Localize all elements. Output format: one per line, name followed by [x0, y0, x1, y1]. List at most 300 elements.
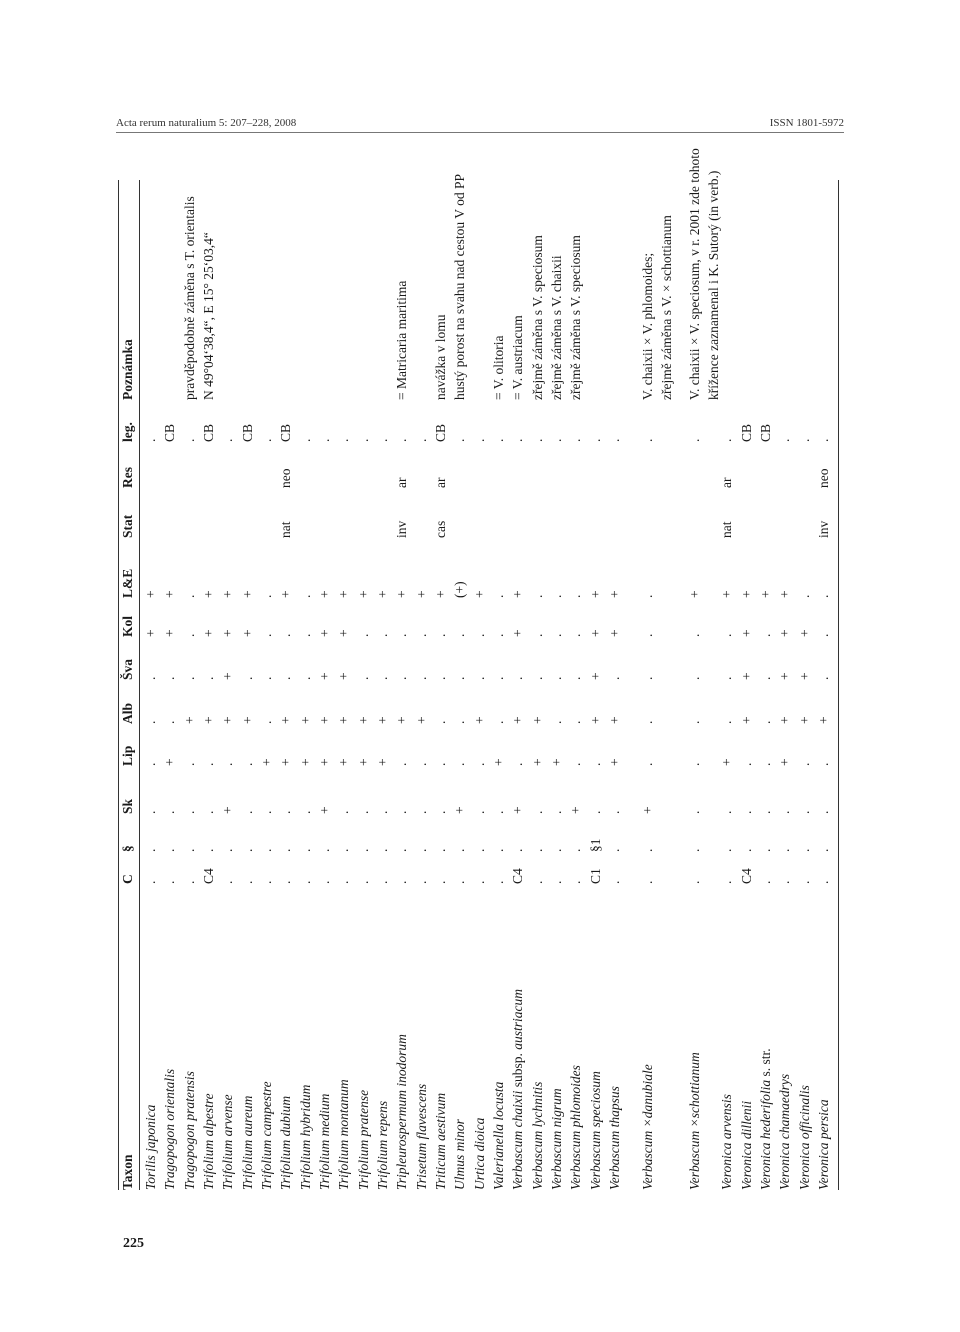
cell-c: . [687, 880, 702, 884]
cell-s: . [568, 848, 583, 852]
cell-lip: + [375, 758, 390, 766]
cell-lip: . [472, 762, 487, 766]
cell-c: . [816, 880, 831, 884]
cell-sk: + [510, 806, 525, 814]
cell-alb: + [510, 716, 525, 724]
cell-lip: . [588, 762, 603, 766]
taxon-name: Veronica arvensis [719, 1094, 734, 1190]
cell-stat: nat [278, 521, 293, 538]
cell-c: . [640, 880, 655, 884]
cell-alb: + [777, 716, 792, 724]
cell-sva: . [356, 676, 371, 680]
cell-note: navážka v lomu [433, 314, 448, 400]
taxon-name: Trifolium pratense [356, 1089, 371, 1190]
cell-kol: + [143, 629, 158, 637]
cell-lip: . [568, 762, 583, 766]
taxon-name: Trifolium alpestre [201, 1093, 216, 1190]
cell-alb: + [375, 716, 390, 724]
cell-kol: + [317, 629, 332, 637]
cell-s: §1 [588, 838, 603, 852]
cell-c: . [452, 880, 467, 884]
taxon-name: Tripleurospermum inodorum [394, 1034, 409, 1190]
column-header: L&E [120, 568, 135, 598]
column-header: § [120, 845, 135, 852]
cell-stat: inv [394, 520, 409, 538]
cell-s: . [375, 848, 390, 852]
cell-sk: . [182, 810, 197, 814]
cell-c: . [414, 880, 429, 884]
cell-leg: . [472, 438, 487, 442]
cell-lip: . [394, 762, 409, 766]
taxon-name: Verbascum ×schottianum [687, 1052, 702, 1190]
cell-lip: + [549, 758, 564, 766]
cell-kol: + [588, 629, 603, 637]
cell-res: neo [278, 468, 293, 488]
cell-sva: . [640, 676, 655, 680]
cell-sk: . [549, 810, 564, 814]
taxon-name: Veronica dillenii [739, 1100, 754, 1190]
cell-lip: . [510, 762, 525, 766]
cell-s: . [433, 848, 448, 852]
cell-le: + [739, 590, 754, 598]
header-rule [116, 132, 844, 133]
cell-leg: CB [433, 423, 448, 442]
cell-note: hustý porost na svahu nad cestou V od PP [452, 174, 467, 400]
cell-kol: . [394, 633, 409, 637]
cell-c: . [336, 880, 351, 884]
cell-kol: . [433, 633, 448, 637]
taxon-name: Verbascum speciosum [588, 1071, 603, 1190]
cell-le: + [607, 590, 622, 598]
cell-le: . [530, 594, 545, 598]
cell-note: zřejmě záměna s V. speciosum [568, 235, 583, 400]
cell-kol: . [816, 633, 831, 637]
cell-sva: . [758, 676, 773, 680]
cell-sva: . [530, 676, 545, 680]
cell-lip: . [452, 762, 467, 766]
cell-sva: . [568, 676, 583, 680]
cell-leg: . [530, 438, 545, 442]
cell-kol: . [530, 633, 545, 637]
cell-sk: . [298, 810, 313, 814]
cell-s: . [510, 848, 525, 852]
cell-lip: + [356, 758, 371, 766]
cell-lip: . [739, 762, 754, 766]
cell-sva: + [317, 672, 332, 680]
cell-sva: . [259, 676, 274, 680]
taxon-name: Urtica dioica [472, 1117, 487, 1190]
cell-kol: . [182, 633, 197, 637]
cell-kol: . [375, 633, 390, 637]
cell-s: . [278, 848, 293, 852]
cell-s: . [797, 848, 812, 852]
cell-c: . [259, 880, 274, 884]
cell-alb: . [259, 720, 274, 724]
column-header: Šva [120, 658, 135, 680]
cell-alb: + [317, 716, 332, 724]
cell-sk: . [336, 810, 351, 814]
cell-sva: . [510, 676, 525, 680]
cell-kol: . [278, 633, 293, 637]
cell-sva: . [240, 676, 255, 680]
cell-s: . [143, 848, 158, 852]
cell-leg: CB [739, 423, 754, 442]
cell-le: + [758, 590, 773, 598]
cell-kol: + [607, 629, 622, 637]
cell-alb: + [414, 716, 429, 724]
cell-le: + [375, 590, 390, 598]
cell-sva: . [452, 676, 467, 680]
cell-sva: . [278, 676, 293, 680]
cell-leg: . [719, 438, 734, 442]
cell-leg: . [375, 438, 390, 442]
cell-sk: . [433, 810, 448, 814]
cell-lip: . [220, 762, 235, 766]
cell-sva: + [220, 672, 235, 680]
cell-kol: . [414, 633, 429, 637]
cell-kol: . [491, 633, 506, 637]
cell-c: . [162, 880, 177, 884]
cell-kol: . [640, 633, 655, 637]
cell-kol: + [336, 629, 351, 637]
cell-leg: . [640, 438, 655, 442]
cell-leg: . [143, 438, 158, 442]
cell-stat: cas [433, 520, 448, 538]
cell-lip: . [182, 762, 197, 766]
cell-note: V. chaixii × V. phlomoides; [640, 252, 655, 400]
cell-sk: + [317, 806, 332, 814]
cell-leg: . [182, 438, 197, 442]
taxon-name: Triticum aestivum [433, 1092, 448, 1190]
cell-c: . [356, 880, 371, 884]
cell-le: + [510, 590, 525, 598]
cell-lip: + [317, 758, 332, 766]
cell-res: ar [719, 477, 734, 488]
cell-c: . [758, 880, 773, 884]
taxon-name: Trifolium medium [317, 1093, 332, 1190]
cell-sk: . [607, 810, 622, 814]
cell-le: + [588, 590, 603, 598]
cell-res: neo [816, 468, 831, 488]
cell-s: . [317, 848, 332, 852]
column-header: C [120, 874, 135, 884]
taxon-name: Tragopogon pratensis [182, 1071, 197, 1190]
cell-alb: . [549, 720, 564, 724]
cell-sva: + [739, 672, 754, 680]
cell-alb: . [143, 720, 158, 724]
cell-leg: . [607, 438, 622, 442]
cell-sk: . [797, 810, 812, 814]
cell-lip: + [298, 758, 313, 766]
cell-c: . [317, 880, 332, 884]
taxon-name: Ulmus minor [452, 1119, 467, 1190]
cell-sva: . [472, 676, 487, 680]
cell-c: . [719, 880, 734, 884]
cell-leg: CB [278, 423, 293, 442]
cell-sva: . [375, 676, 390, 680]
cell-c: . [491, 880, 506, 884]
cell-c: . [797, 880, 812, 884]
taxon-name: Trifolium montanum [336, 1079, 351, 1190]
cell-le: + [336, 590, 351, 598]
cell-sk: . [162, 810, 177, 814]
cell-leg: . [549, 438, 564, 442]
cell-le: . [549, 594, 564, 598]
cell-sk: . [240, 810, 255, 814]
cell-s: . [182, 848, 197, 852]
cell-s: . [298, 848, 313, 852]
cell-sk: . [687, 810, 702, 814]
cell-c: . [298, 880, 313, 884]
cell-c: . [777, 880, 792, 884]
cell-kol: + [797, 629, 812, 637]
cell-sk: . [530, 810, 545, 814]
column-header: Kol [120, 615, 135, 637]
cell-c: . [433, 880, 448, 884]
cell-sk: . [777, 810, 792, 814]
column-header: Poznámka [120, 339, 135, 400]
cell-le: + [394, 590, 409, 598]
cell-note: V. chaixii × V. speciosum, v r. 2001 zde tohoto [687, 148, 702, 400]
cell-c: . [530, 880, 545, 884]
cell-s: . [687, 848, 702, 852]
cell-le: + [240, 590, 255, 598]
cell-note: = V. austriacum [510, 315, 525, 400]
taxon-name: Trifolium arvense [220, 1094, 235, 1190]
cell-le: (+) [452, 581, 467, 598]
column-header: Lip [120, 745, 135, 766]
cell-lip: + [719, 758, 734, 766]
cell-leg: . [414, 438, 429, 442]
cell-kol: . [356, 633, 371, 637]
cell-lip: . [433, 762, 448, 766]
cell-sk: . [588, 810, 603, 814]
cell-s: . [240, 848, 255, 852]
column-header: Sk [120, 798, 135, 814]
taxon-name: Verbascum thapsus [607, 1086, 622, 1190]
cell-le: + [433, 590, 448, 598]
taxon-name: Trifolium hybridum [298, 1084, 313, 1190]
table-bottom-rule [838, 180, 839, 1190]
cell-lip: . [816, 762, 831, 766]
cell-sva: . [491, 676, 506, 680]
cell-kol: + [739, 629, 754, 637]
taxon-name: Valerianella locusta [491, 1081, 506, 1190]
cell-lip: + [607, 758, 622, 766]
cell-c: . [394, 880, 409, 884]
cell-kol: + [201, 629, 216, 637]
cell-lip: + [336, 758, 351, 766]
cell-note: = Matricaria maritima [394, 280, 409, 400]
column-header: Stat [120, 514, 135, 538]
cell-leg: CB [240, 423, 255, 442]
cell-c: . [143, 880, 158, 884]
cell-alb: + [816, 716, 831, 724]
cell-leg: . [336, 438, 351, 442]
cell-kol: . [452, 633, 467, 637]
cell-note: pravděpodobně záměna s T. orientalis [182, 196, 197, 400]
cell-s: . [777, 848, 792, 852]
cell-res: ar [394, 477, 409, 488]
cell-alb: . [491, 720, 506, 724]
cell-alb: + [182, 716, 197, 724]
cell-s: . [259, 848, 274, 852]
cell-sva: . [201, 676, 216, 680]
cell-sk: . [143, 810, 158, 814]
cell-c: C4 [510, 868, 525, 884]
column-header: Taxon [120, 1154, 135, 1190]
taxon-name: Veronica chamaedrys [777, 1073, 792, 1190]
cell-kol: . [549, 633, 564, 637]
cell-s: . [549, 848, 564, 852]
cell-sva: . [414, 676, 429, 680]
cell-le: + [719, 590, 734, 598]
cell-alb: . [719, 720, 734, 724]
cell-sva: . [162, 676, 177, 680]
cell-alb: + [797, 716, 812, 724]
column-header: Res [120, 467, 135, 488]
cell-s: . [758, 848, 773, 852]
cell-sva: . [549, 676, 564, 680]
cell-alb: + [240, 716, 255, 724]
journal-citation: Acta rerum naturalium 5: 207–228, 2008 [116, 117, 297, 129]
cell-s: . [816, 848, 831, 852]
cell-lip: + [278, 758, 293, 766]
cell-sk: + [452, 806, 467, 814]
taxon-name: Veronica persica [816, 1099, 831, 1190]
cell-alb: + [278, 716, 293, 724]
cell-kol: . [719, 633, 734, 637]
cell-leg: CB [758, 423, 773, 442]
cell-sk: . [414, 810, 429, 814]
column-header: Alb [120, 702, 135, 724]
cell-leg: . [298, 438, 313, 442]
taxon-name: Trisetum flavescens [414, 1083, 429, 1190]
cell-s: . [452, 848, 467, 852]
cell-c: . [568, 880, 583, 884]
cell-c: . [220, 880, 235, 884]
cell-le: + [162, 590, 177, 598]
taxon-name: Torilis japonica [143, 1104, 158, 1190]
page-number: 225 [123, 1236, 144, 1251]
cell-s: . [719, 848, 734, 852]
cell-alb: + [588, 716, 603, 724]
cell-alb: . [568, 720, 583, 724]
cell-leg: . [777, 438, 792, 442]
cell-s: . [640, 848, 655, 852]
cell-le: . [182, 594, 197, 598]
cell-s: . [739, 848, 754, 852]
cell-leg: . [317, 438, 332, 442]
cell-sk: . [375, 810, 390, 814]
cell-lip: . [143, 762, 158, 766]
cell-le: + [687, 590, 702, 598]
cell-note: = V. olitoria [491, 335, 506, 400]
cell-le: . [259, 594, 274, 598]
cell-le: . [568, 594, 583, 598]
cell-alb: + [220, 716, 235, 724]
cell-sk: . [491, 810, 506, 814]
cell-alb: . [452, 720, 467, 724]
cell-lip: . [797, 762, 812, 766]
cell-le: + [777, 590, 792, 598]
cell-leg: . [568, 438, 583, 442]
cell-note: zřejmě záměna s V. chaixii [549, 255, 564, 400]
cell-s: . [414, 848, 429, 852]
cell-c: C1 [588, 868, 603, 884]
cell-leg: . [259, 438, 274, 442]
cell-alb: + [201, 716, 216, 724]
cell-sva: . [607, 676, 622, 680]
cell-sva: . [143, 676, 158, 680]
cell-kol: + [510, 629, 525, 637]
cell-kol: + [220, 629, 235, 637]
cell-alb: + [607, 716, 622, 724]
taxon-name: Verbascum ×danubiale [640, 1064, 655, 1190]
taxon-name: Veronica officinalis [797, 1085, 812, 1190]
cell-lip: + [530, 758, 545, 766]
cell-lip: + [491, 758, 506, 766]
cell-alb: . [758, 720, 773, 724]
taxon-name: Tragopogon orientalis [162, 1068, 177, 1190]
cell-c: . [278, 880, 293, 884]
cell-sk: . [472, 810, 487, 814]
cell-le: . [640, 594, 655, 598]
cell-alb: + [394, 716, 409, 724]
cell-le: + [414, 590, 429, 598]
cell-s: . [607, 848, 622, 852]
cell-kol: . [687, 633, 702, 637]
table-header-rule [139, 180, 140, 1190]
cell-sk: . [394, 810, 409, 814]
cell-le: + [317, 590, 332, 598]
cell-lip: + [259, 758, 274, 766]
cell-alb: + [739, 716, 754, 724]
cell-res: ar [433, 477, 448, 488]
cell-le: + [356, 590, 371, 598]
cell-kol: . [259, 633, 274, 637]
cell-le: . [491, 594, 506, 598]
cell-lip: . [687, 762, 702, 766]
cell-sva: . [687, 676, 702, 680]
cell-sva: . [719, 676, 734, 680]
cell-le: . [797, 594, 812, 598]
taxon-name: Verbascum phlomoides [568, 1065, 583, 1190]
cell-kol: + [240, 629, 255, 637]
cell-sk: . [758, 810, 773, 814]
cell-sva: + [777, 672, 792, 680]
cell-kol: . [298, 633, 313, 637]
cell-sk: + [568, 806, 583, 814]
cell-note: zřejmě záměna s V. speciosum [530, 235, 545, 400]
cell-c: . [472, 880, 487, 884]
cell-sk: + [220, 806, 235, 814]
cell-lip: . [640, 762, 655, 766]
cell-leg: CB [201, 423, 216, 442]
cell-sva: . [394, 676, 409, 680]
cell-c: C4 [201, 868, 216, 884]
cell-alb: + [356, 716, 371, 724]
cell-leg: . [687, 438, 702, 442]
cell-alb: + [298, 716, 313, 724]
cell-s: . [162, 848, 177, 852]
cell-sk: . [259, 810, 274, 814]
cell-leg: . [394, 438, 409, 442]
cell-sk: . [719, 810, 734, 814]
issn: ISSN 1801-5972 [769, 117, 844, 129]
cell-lip: . [758, 762, 773, 766]
cell-sva: . [433, 676, 448, 680]
